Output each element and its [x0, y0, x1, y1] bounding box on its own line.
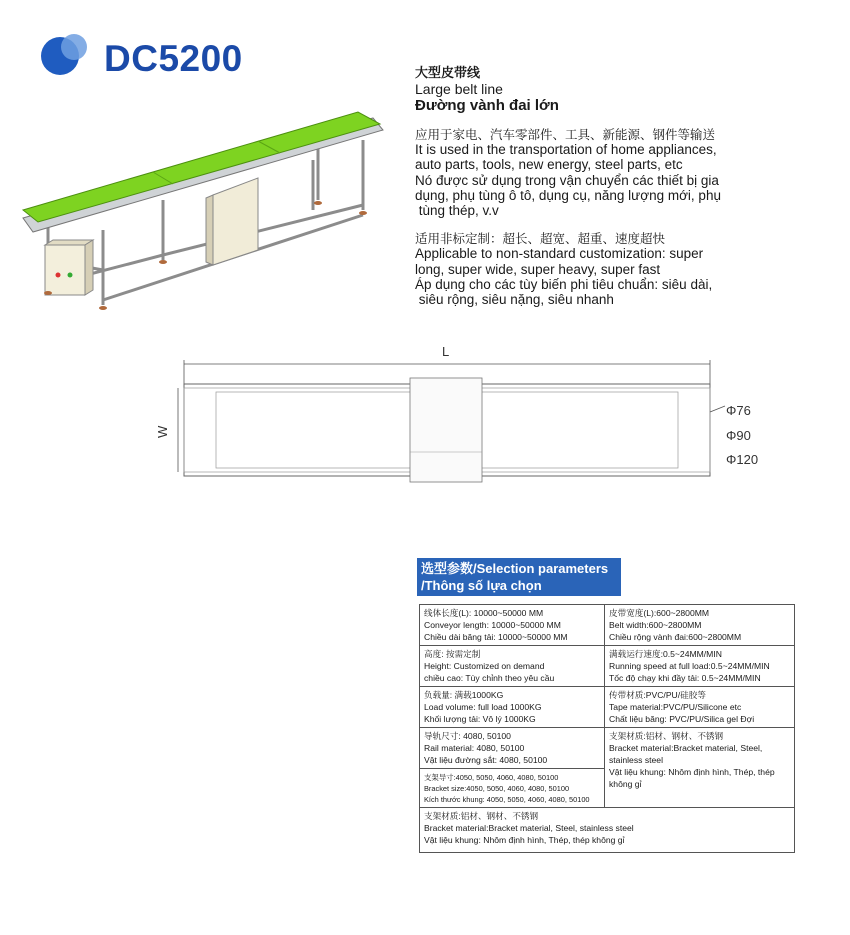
selection-title-2: /Thông số lựa chọn [421, 578, 542, 593]
diameter-90: Φ90 [726, 428, 751, 443]
table-row: 线体长度(L): 10000~50000 MM Conveyor length: 10000~50000 MM Chiều dài băng tải: 10000~50000 MM 皮带宽度(L):600~2800MM Belt width:600~2800MM Chiều rộng vành đai:600~2800MM [420, 605, 795, 646]
parameters-table [419, 604, 795, 853]
custom-vi-1: Áp dụng cho các tùy biến phi tiêu chuẩn: siêu dài, [415, 276, 713, 292]
usage-paragraph [415, 127, 835, 218]
usage-vi-3: tùng thép, v.v [415, 203, 499, 219]
usage-en-2: auto parts, tools, new energy, steel parts, etc [415, 157, 683, 173]
diameter-120: Φ120 [726, 452, 759, 467]
title-en: Large belt line [415, 81, 503, 97]
diameter-76: Φ76 [726, 403, 751, 418]
top-view-drawing [150, 340, 790, 490]
table-row: 支架材质:铝材、钢材、不锈钢 Bracket material:Bracket material, Steel, stainless steel Vật liệu khung: Nhôm định hình, Thép, thép không gỉ [420, 808, 795, 853]
title-vi: Đường vành đai lớn [415, 97, 559, 114]
width-label: W [155, 425, 170, 438]
customization-paragraph [415, 231, 835, 307]
table-row: 高度: 按需定制 Height: Customized on demand chiều cao: Tùy chỉnh theo yêu cầu 满载运行速度:0.5~24MM/MIN Running speed at full load:0.5~24MM/MIN Tốc độ chạy khi đầy tải: 0.5~24MM/MIN [420, 646, 795, 687]
usage-vi-2: dụng, phụ tùng ô tô, dụng cụ, năng lượng mới, phụ [415, 187, 721, 203]
belt-conveyor-illustration [18, 110, 398, 325]
usage-en-1: It is used in the transportation of home appliances, [415, 142, 717, 158]
title-zh: 大型皮带线 [415, 66, 481, 81]
table-row: 导轨尺寸: 4080, 50100 Rail material: 4080, 50100 Vật liệu đường sắt: 4080, 50100 支架导寸:4050, 5050, 4060, 4080, 50100 Bracket size:4050, 5050, 4060, 4080, 50100 Kích thước khung: 4050, 5050, 4060, 4080, 50100 支架材质:铝材、钢材、不锈钢 Bracket material:Bracket material, Steel, stainless steel Vật liệu khung: Nhôm định hình, Thép, thép không gỉ [420, 728, 795, 808]
custom-en-1: Applicable to non-standard customization: super [415, 246, 704, 262]
bracket-size-cell: 支架导寸:4050, 5050, 4060, 4080, 50100 Bracket size:4050, 5050, 4060, 4080, 50100 Kích thước khung: 4050, 5050, 4060, 4080, 50100 [420, 768, 604, 805]
custom-en-2: long, super wide, super heavy, super fast [415, 261, 661, 277]
brand-logo-icon [38, 30, 98, 80]
length-label: L [442, 344, 450, 359]
custom-zh: 适用非标定制：超长、超宽、超重、速度超快 [415, 231, 666, 247]
product-description [415, 66, 835, 307]
model-title: DC5200 [104, 38, 243, 79]
selection-parameters-header [417, 558, 621, 596]
custom-vi-2: siêu rộng, siêu nặng, siêu nhanh [415, 292, 614, 308]
table-row: 负载量: 满载1000KG Load volume: full load 1000KG Khối lượng tải: Vô lý 1000KG 传带材质:PVC/PU/硅胶等 Tape material:PVC/PU/Silicone etc Chất liệu băng: PVC/PU/Silica gel Đợi [420, 687, 795, 728]
usage-zh: 应用于家电、汽车零部件、工具、新能源、钢件等输送 [415, 127, 716, 142]
selection-title-1: 选型参数/Selection parameters [421, 561, 609, 576]
usage-vi-1: Nó được sử dụng trong vận chuyển các thiết bị gia [415, 172, 719, 188]
